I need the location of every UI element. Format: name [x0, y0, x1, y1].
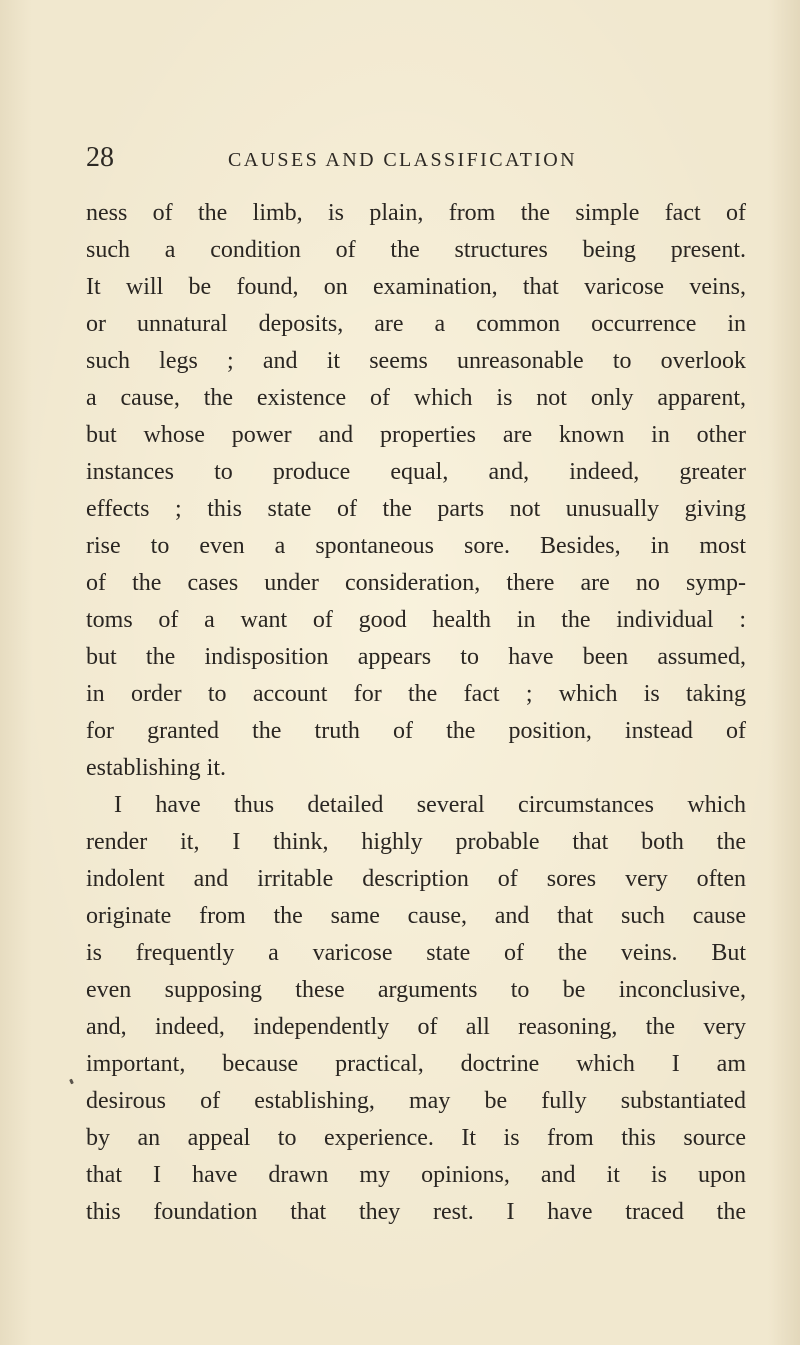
text-line: indolent and irritable description of sores very often — [86, 866, 746, 892]
text-line: effects ; this state of the parts not unusually giving — [86, 496, 746, 522]
text-line: even supposing these arguments to be inconclusive, — [86, 977, 746, 1003]
text-line: establishing it. — [86, 755, 226, 781]
text-line: but whose power and properties are known in other — [86, 422, 746, 448]
text-line: instances to produce equal, and, indeed, greater — [86, 459, 746, 485]
text-line: by an appeal to experience. It is from this source — [86, 1125, 746, 1151]
text-line: or unnatural deposits, are a common occurrence in — [86, 311, 746, 337]
text-line: such legs ; and it seems unreasonable to overlook — [86, 348, 746, 374]
text-line: a cause, the existence of which is not only apparent, — [86, 385, 746, 411]
body-text — [86, 195, 746, 1231]
text-line: and, indeed, independently of all reasoning, the very — [86, 1014, 746, 1040]
text-line: desirous of establishing, may be fully substantiated — [86, 1088, 746, 1114]
text-line: It will be found, on examination, that varicose veins, — [86, 274, 746, 300]
text-line: originate from the same cause, and that such cause — [86, 903, 746, 929]
text-line: ness of the limb, is plain, from the simple fact of — [86, 200, 746, 226]
page-number: 28 — [86, 142, 114, 173]
text-line: for granted the truth of the position, instead of — [86, 718, 746, 744]
text-line: but the indisposition appears to have been assumed, — [86, 644, 746, 670]
text-line: of the cases under consideration, there are no symp- — [86, 570, 746, 596]
text-line: toms of a want of good health in the individual : — [86, 607, 746, 633]
running-title: CAUSES AND CLASSIFICATION — [228, 149, 577, 171]
text-line: this foundation that they rest. I have traced the — [86, 1199, 746, 1225]
text-line: is frequently a varicose state of the veins. But — [86, 940, 746, 966]
text-line: I have thus detailed several circumstances which — [114, 792, 746, 818]
ink-speck — [69, 1079, 74, 1085]
text-line: such a condition of the structures being present. — [86, 237, 746, 263]
text-line: that I have drawn my opinions, and it is upon — [86, 1162, 746, 1188]
text-line: render it, I think, highly probable that both the — [86, 829, 746, 855]
text-line: rise to even a spontaneous sore. Besides, in most — [86, 533, 746, 559]
running-head — [0, 140, 800, 176]
text-line: in order to account for the fact ; which is taking — [86, 681, 746, 707]
text-line: important, because practical, doctrine which I am — [86, 1051, 746, 1077]
